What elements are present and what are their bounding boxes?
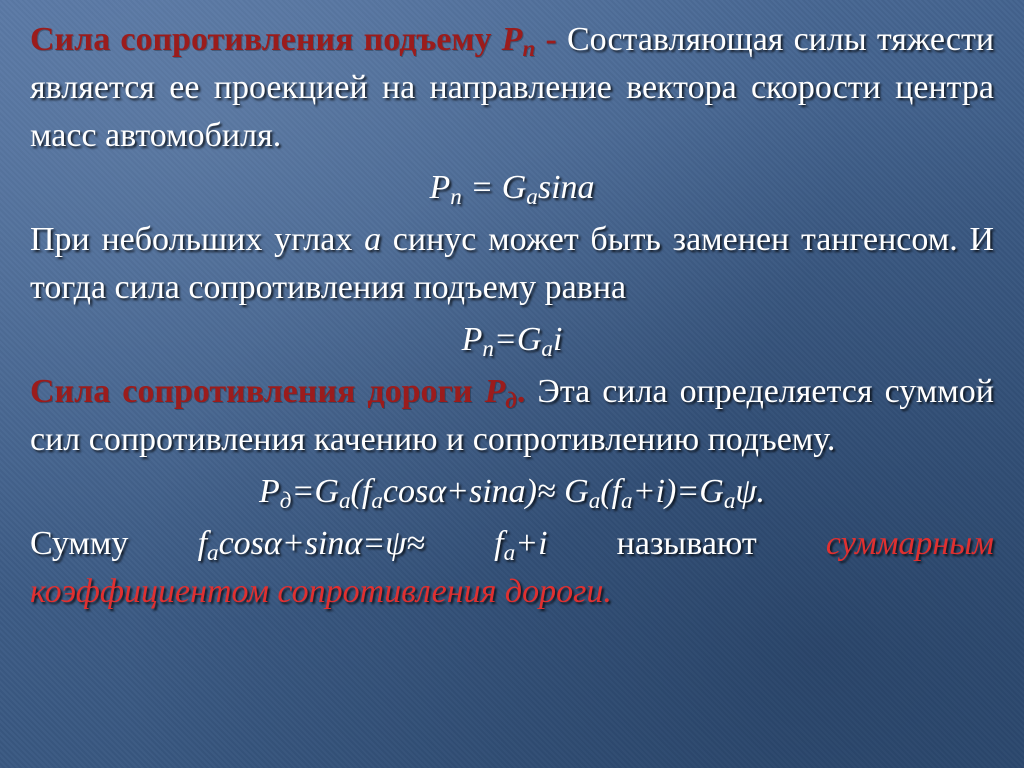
road-resistance-text: Эта сила определяется суммой сил сопротивления качению и сопротивлению подъему. [30,373,994,458]
highlight-road-coefficient: суммарным коэффициентом сопротивления дороги [30,525,994,610]
dash: - [535,21,567,58]
symbol-lift-resistance: $P_п$ [501,21,536,62]
term-lift-resistance: Сила сопротивления подъему [30,21,492,58]
paragraph-lift-resistance [30,16,994,160]
term-road-resistance: Сила сопротивления дороги [30,373,473,410]
formula-lift-resistance-grade: $P_п=G_ai$ [461,321,563,362]
definition-text: Составляющая силы тяжести является ее проекцией на направление вектора скорости центра масс автомобиля. [30,21,995,154]
alpha-symbol: a [364,221,382,258]
slide-body [30,16,994,616]
formula-lift-resistance-sin: $P_п = G_a\sin a$ [429,169,595,210]
formula-road-resistance: $P_д=G_a(f_a\cos\alpha+\sin a)\approx G_a(f_a+i)=G_a\psi$. [258,473,766,514]
symbol-road-resistance: $P_д$ [484,373,517,414]
paragraph-road-resistance: Сила сопротивления дороги $P_д$. Эта сила определяется суммой сил сопротивления качению и сопротивлению подъему. [30,373,994,458]
paragraph-road-coefficient: Сумму $f_a\cos\alpha+\sin\alpha=\psi\approx f_a+i$ называют суммарным коэффициентом сопротивления дороги. [30,525,994,610]
coefficient-expression: $f_a\cos\alpha+\sin\alpha=\psi\approx f_a+i$ [197,525,548,566]
paragraph-small-angles: При небольших углах a синус может быть заменен тангенсом. И тогда сила сопротивления подъему равна [30,221,994,306]
